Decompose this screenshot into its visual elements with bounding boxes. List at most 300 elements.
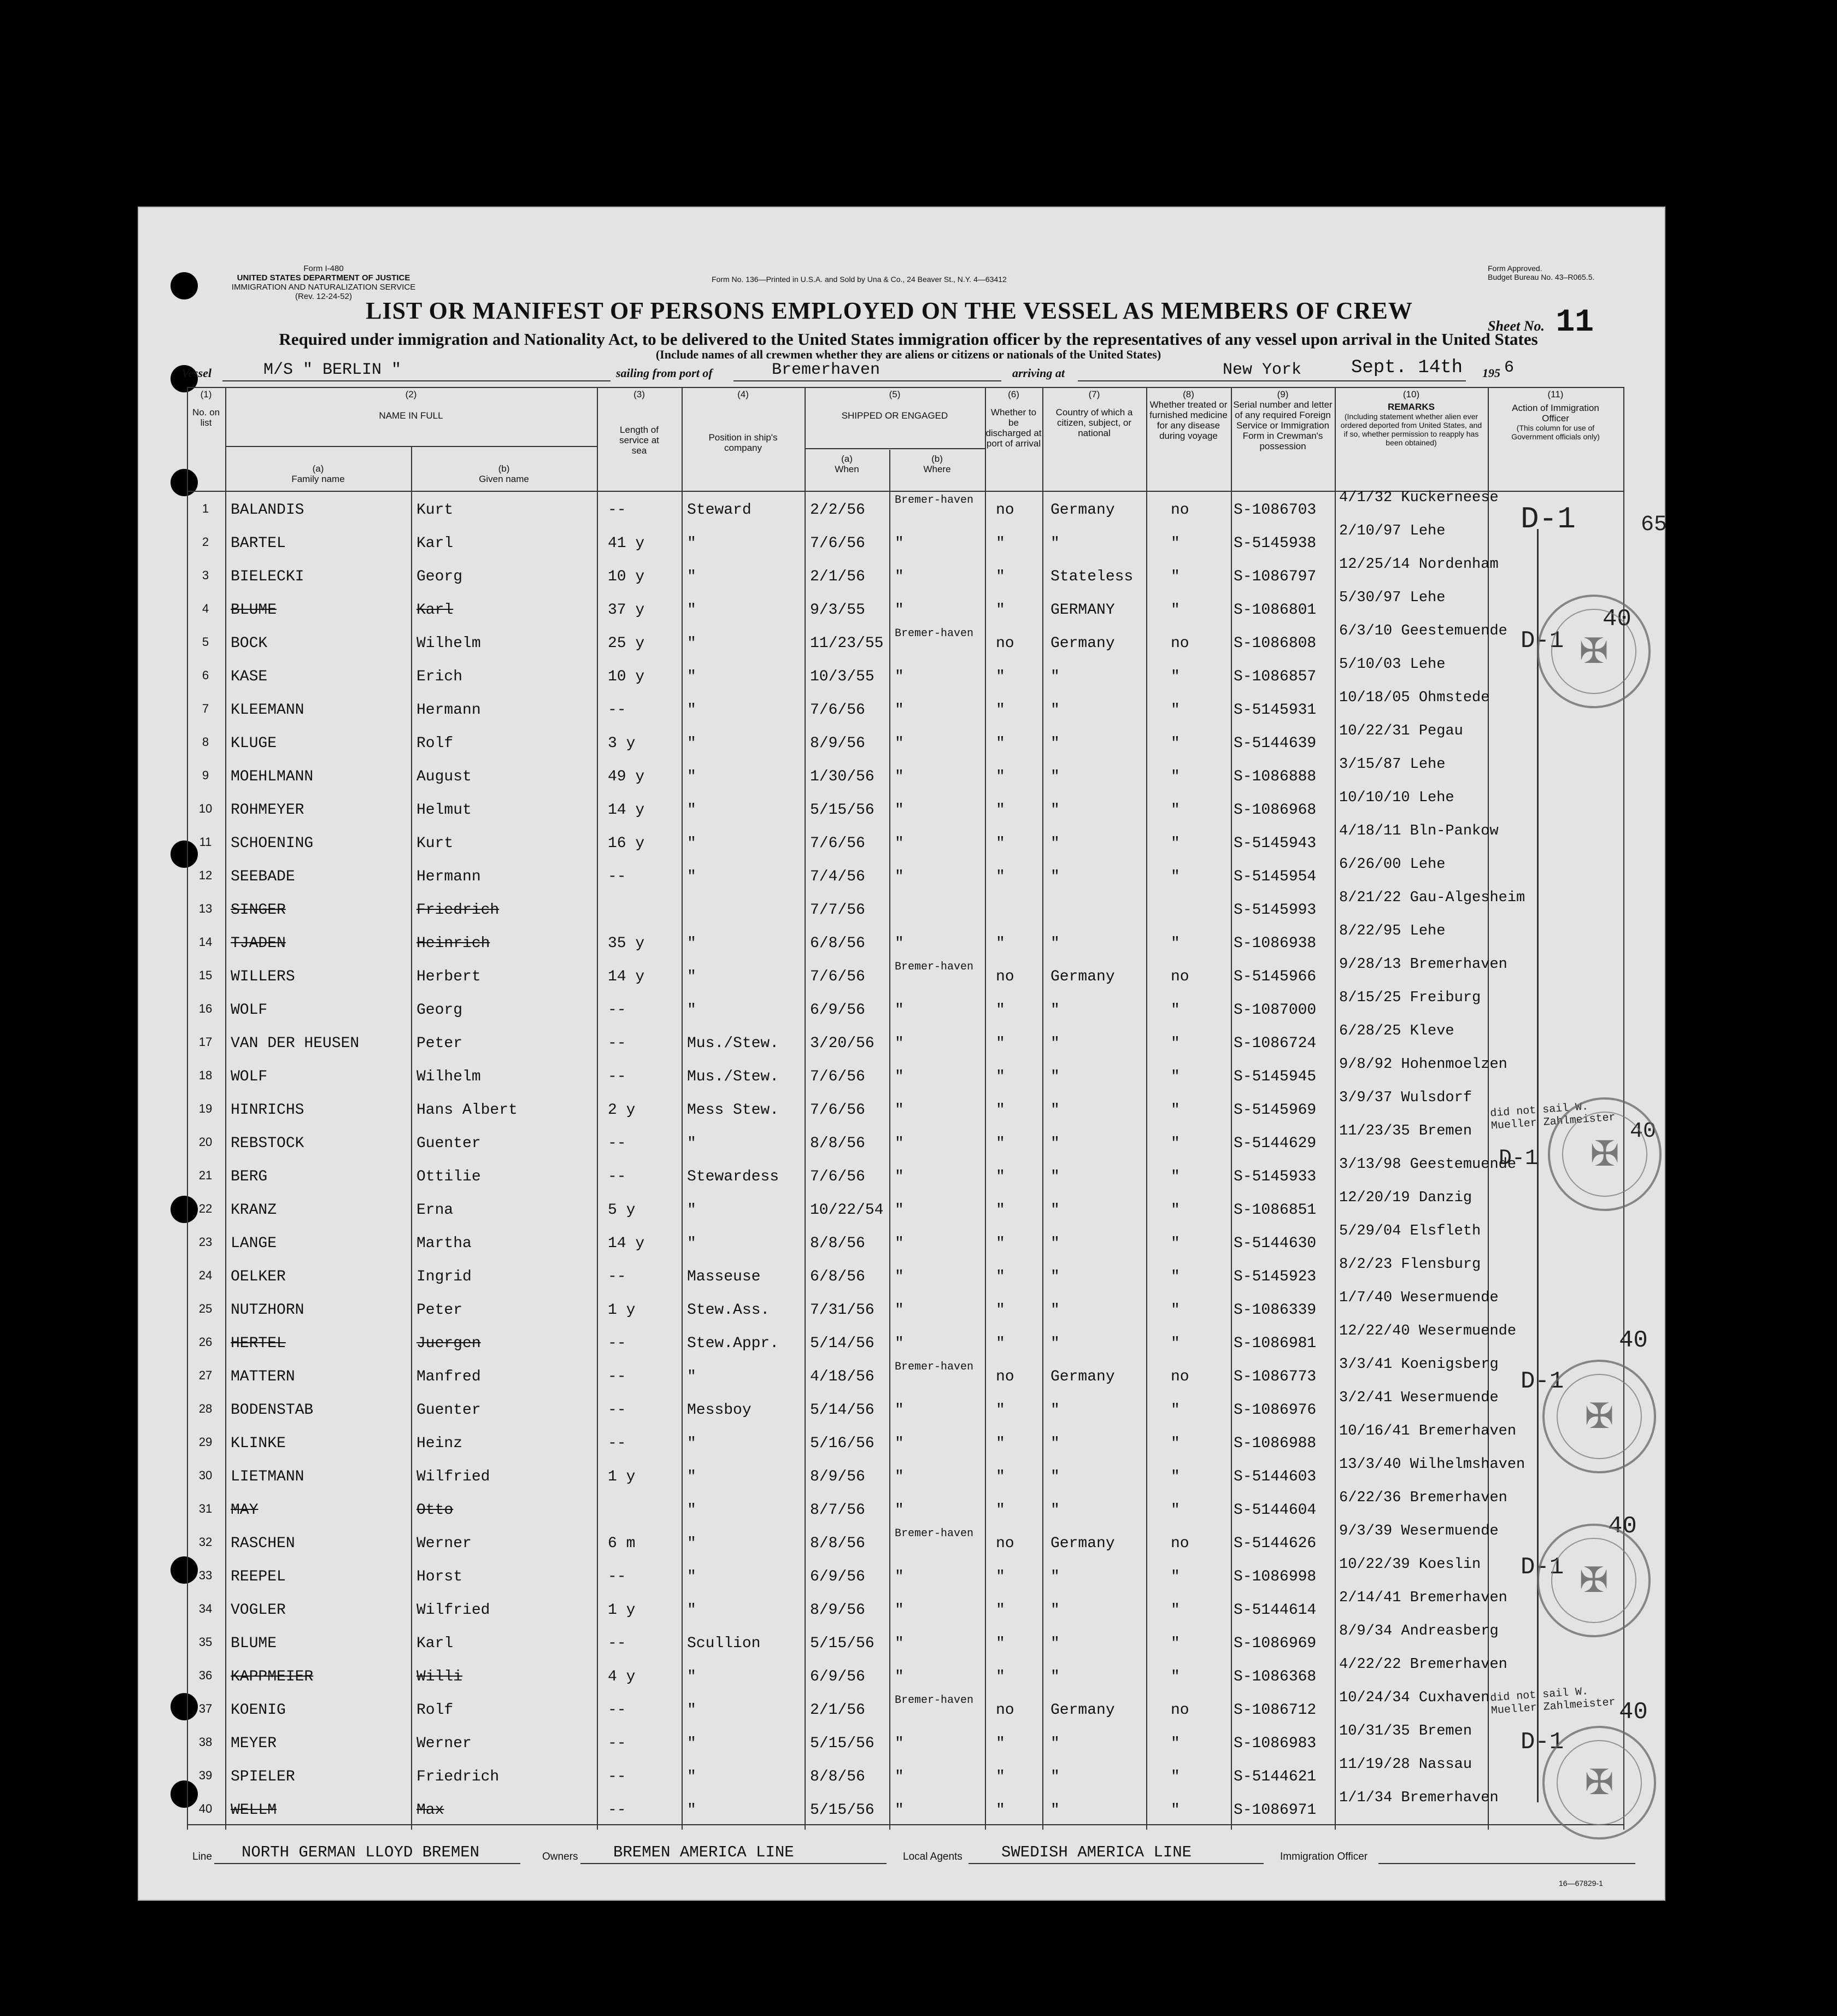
row-number: 14 [198, 935, 213, 949]
cell-where: " [895, 1202, 904, 1219]
cell-where: " [895, 868, 904, 885]
cell-given: Ingrid [416, 1268, 472, 1285]
cell-medicine: " [1171, 1635, 1180, 1652]
cell-discharged: " [996, 1002, 1005, 1019]
cell-remarks: 3/15/87 Lehe [1339, 756, 1446, 773]
cell-discharged: " [996, 802, 1005, 819]
cell-given: Karl [416, 1635, 454, 1652]
cell-length: -- [608, 1435, 626, 1452]
cell-position: " [687, 802, 696, 819]
cell-given: Werner [416, 1735, 472, 1752]
cell-where: " [895, 1168, 904, 1185]
cell-when: 7/6/56 [810, 1102, 865, 1119]
consulate-seal: ✠ [1548, 1097, 1662, 1211]
cell-family: MAY [231, 1502, 259, 1519]
cell-country: Germany [1050, 635, 1115, 652]
row-number: 2 [202, 535, 209, 549]
cell-serial: S-1086339 [1234, 1302, 1317, 1319]
cell-serial: S-1086808 [1234, 635, 1317, 652]
cell-remarks: 13/3/40 Wilhelmshaven [1339, 1456, 1525, 1473]
cell-where: " [895, 1735, 904, 1752]
cell-discharged: " [996, 1602, 1005, 1619]
cell-discharged: " [996, 1402, 1005, 1419]
col-when-header: (a) When [835, 454, 859, 474]
handwritten-count: 40 [1608, 1513, 1637, 1540]
row-number: 21 [198, 1168, 213, 1182]
cell-remarks: 11/23/35 Bremen [1339, 1123, 1472, 1139]
cell-length: 2 y [608, 1102, 636, 1119]
cell-position: " [687, 935, 696, 952]
cell-serial: S-1086888 [1234, 768, 1317, 785]
cell-family: BLUME [231, 1635, 277, 1652]
cell-where: " [895, 1402, 904, 1419]
cell-family: SCHOENING [231, 835, 314, 852]
cell-position: " [687, 768, 696, 785]
cell-length: -- [608, 1002, 626, 1019]
cell-serial: S-1086969 [1234, 1635, 1317, 1652]
department-header [187, 264, 460, 301]
cell-country: " [1050, 768, 1060, 785]
cell-serial: S-5144614 [1234, 1602, 1317, 1619]
cell-serial: S-1086988 [1234, 1435, 1317, 1452]
cell-length: 41 y [608, 535, 645, 552]
cell-position: Stew.Appr. [687, 1335, 779, 1352]
cell-medicine: no [1171, 502, 1189, 519]
row-number: 15 [198, 968, 213, 982]
cell-family: SINGER [231, 902, 286, 919]
cell-medicine: " [1171, 1802, 1180, 1819]
cell-country: " [1050, 1268, 1060, 1285]
cell-country: " [1050, 835, 1060, 852]
cell-length: -- [608, 1168, 626, 1185]
cell-where: Bremer-haven [895, 1361, 974, 1373]
cell-family: MATTERN [231, 1368, 295, 1385]
budget-bureau: Budget Bureau No. 43–R065.5. [1488, 273, 1595, 281]
cell-remarks: 4/22/22 Bremerhaven [1339, 1656, 1507, 1673]
cell-where: " [895, 568, 904, 585]
sheet-number-value: 11 [1556, 305, 1594, 340]
cell-medicine: " [1171, 1502, 1180, 1519]
row-number: 10 [198, 802, 213, 815]
cell-serial: S-1086971 [1234, 1802, 1317, 1819]
cell-when: 5/15/56 [810, 802, 875, 819]
cell-position: " [687, 702, 696, 719]
cell-family: BODENSTAB [231, 1402, 314, 1419]
cell-remarks: 12/20/19 Danzig [1339, 1190, 1472, 1206]
cell-position: " [687, 568, 696, 585]
cell-position: " [687, 1202, 696, 1219]
cell-position: " [687, 1768, 696, 1785]
cell-discharged: " [996, 602, 1005, 619]
cell-discharged: " [996, 1735, 1005, 1752]
cell-discharged: " [996, 835, 1005, 852]
cell-given: Rolf [416, 735, 454, 752]
cell-country: " [1050, 1135, 1060, 1152]
cell-length: -- [608, 1735, 626, 1752]
cell-length: -- [608, 1702, 626, 1719]
cell-position: Messboy [687, 1402, 752, 1419]
row-number: 17 [198, 1035, 213, 1049]
cell-discharged: " [996, 1302, 1005, 1319]
cell-country: " [1050, 1802, 1060, 1819]
cell-country: " [1050, 1768, 1060, 1785]
cell-serial: S-1086857 [1234, 668, 1317, 685]
cell-where: " [895, 1802, 904, 1819]
cell-remarks: 9/28/13 Bremerhaven [1339, 956, 1507, 973]
cell-length: 10 y [608, 568, 645, 585]
cell-when: 7/31/56 [810, 1302, 875, 1319]
row-number: 29 [198, 1435, 213, 1449]
cell-given: Friedrich [416, 902, 500, 919]
cell-position: Mus./Stew. [687, 1035, 779, 1052]
cell-where: " [895, 1035, 904, 1052]
cell-discharged: no [996, 635, 1014, 652]
cell-discharged: " [996, 735, 1005, 752]
cell-family: KAPPMEIER [231, 1668, 314, 1685]
cell-medicine: " [1171, 1335, 1180, 1352]
cell-remarks: 2/10/97 Lehe [1339, 523, 1446, 539]
cell-length: 37 y [608, 602, 645, 619]
row-number: 23 [198, 1235, 213, 1249]
cell-serial: S-5144630 [1234, 1235, 1317, 1252]
col-remarks-header: (10) REMARKS (Including statement whether alien ever ordered deported from United States, and if so, whether permission to reapply has been obtained) [1340, 389, 1482, 447]
cell-where: " [895, 1068, 904, 1085]
row-number: 33 [198, 1568, 213, 1582]
cell-discharged: " [996, 668, 1005, 685]
cell-position: " [687, 668, 696, 685]
cell-remarks: 8/21/22 Gau-Algesheim [1339, 890, 1525, 906]
col-family-header: (a) Family name [291, 463, 345, 484]
cell-where: " [895, 668, 904, 685]
owners-label: Owners [542, 1851, 578, 1862]
cell-length: -- [608, 502, 626, 519]
cell-medicine: " [1171, 1735, 1180, 1752]
cell-medicine: no [1171, 635, 1189, 652]
cell-serial: S-5145933 [1234, 1168, 1317, 1185]
cell-family: BALANDIS [231, 502, 304, 519]
cell-given: Erich [416, 668, 463, 685]
cell-given: Wilfried [416, 1602, 490, 1619]
consulate-seal: ✠ [1542, 1360, 1656, 1473]
cell-length: 5 y [608, 1202, 636, 1219]
cell-family: SPIELER [231, 1768, 295, 1785]
cell-country: " [1050, 1435, 1060, 1452]
cell-given: Heinrich [416, 935, 490, 952]
cell-serial: S-5145938 [1234, 535, 1317, 552]
cell-remarks: 5/30/97 Lehe [1339, 590, 1446, 606]
row-number: 27 [198, 1368, 213, 1382]
cell-medicine: no [1171, 1368, 1189, 1385]
cell-where: Bremer-haven [895, 627, 974, 640]
cell-given: Kurt [416, 835, 454, 852]
cell-family: REEPEL [231, 1568, 286, 1585]
row-number: 7 [202, 702, 209, 715]
cell-serial: S-1086773 [1234, 1368, 1317, 1385]
cell-medicine: " [1171, 1168, 1180, 1185]
cell-discharged: " [996, 1102, 1005, 1119]
cell-remarks: 8/9/34 Andreasberg [1339, 1623, 1499, 1639]
cell-given: August [416, 768, 472, 785]
cell-family: REBSTOCK [231, 1135, 304, 1152]
agents-name: SWEDISH AMERICA LINE [1001, 1843, 1192, 1861]
cell-remarks: 3/9/37 Wulsdorf [1339, 1090, 1472, 1106]
handwritten-d1-mark: D-1 [1521, 1554, 1564, 1581]
cell-given: Wilhelm [416, 1068, 481, 1085]
cell-where: Bremer-haven [895, 961, 974, 973]
cell-position: Stewardess [687, 1168, 779, 1185]
col-where-header: (b) Where [923, 454, 951, 474]
sailing-label: sailing from port of [616, 366, 713, 380]
cell-serial: S-5144604 [1234, 1502, 1317, 1519]
cell-serial: S-1086938 [1234, 935, 1317, 952]
cell-position: " [687, 1002, 696, 1019]
cell-when: 6/9/56 [810, 1668, 865, 1685]
cell-when: 7/6/56 [810, 835, 865, 852]
cell-country: GERMANY [1050, 602, 1115, 619]
manifest-sheet [138, 207, 1668, 1901]
cell-length: -- [608, 1368, 626, 1385]
cell-given: Ottilie [416, 1168, 481, 1185]
manifest-subnote: (Include names of all crewmen whether they are aliens or citizens or nationals of the United States) [655, 348, 1161, 361]
cell-remarks: 3/2/41 Wesermuende [1339, 1390, 1499, 1406]
form-reference: 16—67829-1 [1559, 1879, 1603, 1888]
row-number: 19 [198, 1102, 213, 1115]
cell-when: 6/8/56 [810, 1268, 865, 1285]
cell-country: " [1050, 535, 1060, 552]
cell-serial: S-5144603 [1234, 1468, 1317, 1485]
handwritten-note: did not sail W. Mueller Zahlmeister [1489, 1685, 1616, 1718]
handwritten-margin-number: 65 [1641, 513, 1668, 537]
cell-serial: S-1086724 [1234, 1035, 1317, 1052]
cell-country: " [1050, 1735, 1060, 1752]
cell-country: " [1050, 702, 1060, 719]
cell-medicine: " [1171, 1568, 1180, 1585]
cell-given: Manfred [416, 1368, 481, 1385]
cell-serial: S-1086998 [1234, 1568, 1317, 1585]
cell-country: " [1050, 668, 1060, 685]
col-position-header: (4) Position in ship's company [708, 389, 778, 453]
cell-country: " [1050, 1568, 1060, 1585]
cell-family: KASE [231, 668, 268, 685]
sheet-number-label: Sheet No. [1488, 318, 1545, 334]
cell-where: " [895, 602, 904, 619]
cell-family: TJADEN [231, 935, 286, 952]
cell-serial: S-1086368 [1234, 1668, 1317, 1685]
cell-discharged: " [996, 1202, 1005, 1219]
cell-discharged: " [996, 535, 1005, 552]
cell-remarks: 5/10/03 Lehe [1339, 656, 1446, 673]
cell-medicine: " [1171, 602, 1180, 619]
cell-where: " [895, 835, 904, 852]
cell-family: KLUGE [231, 735, 277, 752]
voyage-line [181, 357, 1635, 385]
cell-position: " [687, 1735, 696, 1752]
cell-given: Hermann [416, 868, 481, 885]
cell-length: 16 y [608, 835, 645, 852]
cell-serial: S-1086797 [1234, 568, 1317, 585]
cell-position: Scullion [687, 1635, 761, 1652]
cell-given: Willi [416, 1668, 463, 1685]
cell-given: Guenter [416, 1402, 481, 1419]
revision: (Rev. 12-24-52) [295, 292, 352, 301]
col-name-header: (2) NAME IN FULL [379, 389, 443, 421]
cell-position: " [687, 735, 696, 752]
row-number: 37 [198, 1702, 213, 1715]
cell-when: 5/15/56 [810, 1635, 875, 1652]
cell-position: " [687, 868, 696, 885]
officer-label: Immigration Officer [1280, 1851, 1368, 1862]
manifest-footer [181, 1843, 1635, 1871]
cell-remarks: 10/22/31 Pegau [1339, 723, 1463, 739]
cell-family: WILLERS [231, 968, 295, 985]
handwritten-d1-mark: D-1 [1499, 1147, 1539, 1171]
cell-position: " [687, 1368, 696, 1385]
cell-where: " [895, 1268, 904, 1285]
cell-position: Stew.Ass. [687, 1302, 770, 1319]
cell-given: Karl [416, 602, 454, 619]
cell-where: " [895, 802, 904, 819]
cell-serial: S-5145931 [1234, 702, 1317, 719]
cell-discharged: " [996, 1568, 1005, 1585]
row-number: 16 [198, 1002, 213, 1015]
cell-where: " [895, 1768, 904, 1785]
row-number: 6 [202, 668, 209, 682]
cell-when: 2/2/56 [810, 502, 865, 519]
arriving-label: arriving at [1012, 366, 1065, 380]
cell-discharged: " [996, 1768, 1005, 1785]
cell-family: MOEHLMANN [231, 768, 314, 785]
cell-remarks: 4/1/32 Kuckerneese [1339, 490, 1499, 506]
col-discharged-header: (6) Whether to be discharged at port of arrival [985, 389, 1042, 449]
consulate-seal: ✠ [1537, 1524, 1651, 1637]
cell-serial: S-1086712 [1234, 1702, 1317, 1719]
cell-when: 6/8/56 [810, 935, 865, 952]
cell-serial: S-5145954 [1234, 868, 1317, 885]
cell-family: LANGE [231, 1235, 277, 1252]
cell-position: " [687, 1235, 696, 1252]
cell-family: MEYER [231, 1735, 277, 1752]
cell-family: HERTEL [231, 1335, 286, 1352]
cell-serial: S-5144629 [1234, 1135, 1317, 1152]
cell-length: -- [608, 1402, 626, 1419]
cell-position: " [687, 1535, 696, 1552]
cell-serial: S-5144626 [1234, 1535, 1317, 1552]
cell-length: 3 y [608, 735, 636, 752]
cell-length: -- [608, 1268, 626, 1285]
cell-medicine: " [1171, 1135, 1180, 1152]
cell-when: 4/18/56 [810, 1368, 875, 1385]
cell-position: " [687, 968, 696, 985]
cell-country: " [1050, 1668, 1060, 1685]
cell-remarks: 8/22/95 Lehe [1339, 923, 1446, 939]
row-number: 32 [198, 1535, 213, 1549]
cell-remarks: 12/22/40 Wesermuende [1339, 1323, 1517, 1339]
cell-where: " [895, 1668, 904, 1685]
row-number: 35 [198, 1635, 213, 1649]
cell-medicine: " [1171, 668, 1180, 685]
cell-family: NUTZHORN [231, 1302, 304, 1319]
cell-family: BIELECKI [231, 568, 304, 585]
cell-discharged: " [996, 1068, 1005, 1085]
cell-remarks: 2/14/41 Bremerhaven [1339, 1590, 1507, 1606]
cell-when: 8/7/56 [810, 1502, 865, 1519]
cell-where: " [895, 1002, 904, 1019]
cell-discharged: no [996, 1368, 1014, 1385]
cell-remarks: 4/18/11 Bln-Pankow [1339, 823, 1499, 839]
cell-family: WOLF [231, 1002, 268, 1019]
cell-serial: S-5145966 [1234, 968, 1317, 985]
cell-family: SEEBADE [231, 868, 295, 885]
cell-given: Friedrich [416, 1768, 500, 1785]
cell-when: 7/6/56 [810, 535, 865, 552]
cell-when: 2/1/56 [810, 1702, 865, 1719]
cell-medicine: " [1171, 1202, 1180, 1219]
cell-when: 2/1/56 [810, 568, 865, 585]
cell-where: " [895, 1135, 904, 1152]
cell-when: 7/6/56 [810, 968, 865, 985]
cell-length: 25 y [608, 635, 645, 652]
cell-remarks: 11/19/28 Nassau [1339, 1756, 1472, 1773]
cell-remarks: 6/28/25 Kleve [1339, 1023, 1454, 1039]
cell-medicine: " [1171, 535, 1180, 552]
cell-family: WELLM [231, 1802, 277, 1819]
cell-country: Germany [1050, 502, 1115, 519]
cell-remarks: 9/8/92 Hohenmoelzen [1339, 1056, 1507, 1073]
cell-length: -- [608, 1768, 626, 1785]
cell-given: Otto [416, 1502, 454, 1519]
cell-family: VOGLER [231, 1602, 286, 1619]
col-given-header: (b) Given name [479, 463, 529, 484]
crew-table [187, 387, 1668, 1830]
cell-length: 14 y [608, 1235, 645, 1252]
handwritten-count: 40 [1630, 1119, 1657, 1144]
cell-discharged: " [996, 1502, 1005, 1519]
service-name: IMMIGRATION AND NATURALIZATION SERVICE [231, 283, 416, 292]
row-number: 22 [198, 1202, 213, 1215]
cell-length: -- [608, 1035, 626, 1052]
cell-country: " [1050, 1035, 1060, 1052]
cell-length: -- [608, 1068, 626, 1085]
cell-position: " [687, 1135, 696, 1152]
cell-when: 5/16/56 [810, 1435, 875, 1452]
row-number: 28 [198, 1402, 213, 1415]
cell-family: BOCK [231, 635, 268, 652]
cell-given: Kurt [416, 502, 454, 519]
manifest-title: LIST OR MANIFEST OF PERSONS EMPLOYED ON THE VESSEL AS MEMBERS OF CREW [366, 297, 1413, 324]
cell-when: 8/9/56 [810, 1602, 865, 1619]
cell-when: 5/14/56 [810, 1402, 875, 1419]
handwritten-d1-mark: D-1 [1521, 1368, 1564, 1395]
cell-given: Werner [416, 1535, 472, 1552]
cell-position: " [687, 1802, 696, 1819]
cell-medicine: " [1171, 935, 1180, 952]
cell-remarks: 8/2/23 Flensburg [1339, 1256, 1481, 1273]
row-number: 24 [198, 1268, 213, 1282]
cell-discharged: " [996, 1668, 1005, 1685]
cell-discharged: " [996, 702, 1005, 719]
row-number: 34 [198, 1602, 213, 1615]
handwritten-count: 40 [1619, 1327, 1648, 1354]
cell-when: 7/6/56 [810, 1168, 865, 1185]
cell-where: " [895, 535, 904, 552]
cell-discharged: " [996, 1335, 1005, 1352]
cell-remarks: 10/10/10 Lehe [1339, 790, 1454, 806]
cell-discharged: " [996, 868, 1005, 885]
cell-family: LIETMANN [231, 1468, 304, 1485]
cell-discharged: " [996, 1035, 1005, 1052]
cell-discharged: no [996, 502, 1014, 519]
cell-where: Bremer-haven [895, 1527, 974, 1540]
